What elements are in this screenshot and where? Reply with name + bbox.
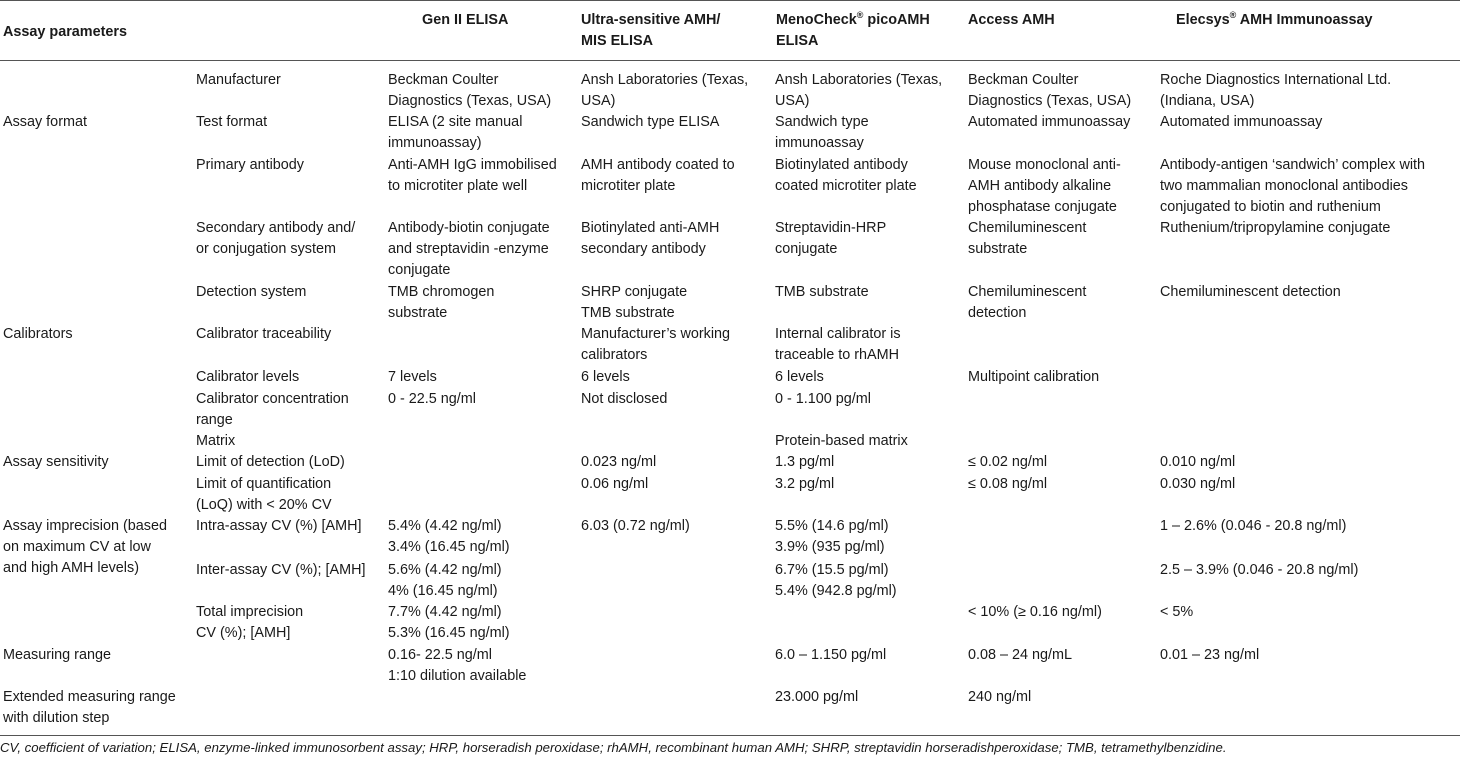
- header-gen2-elisa: Gen II ELISA: [422, 12, 509, 28]
- cell-menocheck: 3.2 pg/ml: [775, 476, 835, 492]
- cell-menocheck: 6 levels: [775, 369, 824, 385]
- cell-gen2-elisa: 7.7% (4.42 ng/ml) 5.3% (16.45 ng/ml): [388, 604, 510, 641]
- cell-ultra-sensitive: AMH antibody coated to microtiter plate: [581, 157, 735, 194]
- cell-elecsys: Antibody-antigen ‘sandwich’ complex with two mammalian monoclonal antibodies conjugated to biotin and ruthenium: [1160, 157, 1426, 215]
- cell-elecsys: 1 – 2.6% (0.046 - 20.8 ng/ml): [1160, 518, 1347, 534]
- cell-elecsys: 0.01 – 23 ng/ml: [1160, 647, 1260, 663]
- cell-group: Assay imprecision (based on maximum CV at low and high AMH levels): [3, 518, 167, 576]
- cell-gen2-elisa: Anti-AMH IgG immobilised to microtiter plate well: [388, 157, 557, 194]
- table-footnote: CV, coefficient of variation; ELISA, enzyme-linked immunosorbent assay; HRP, horseradish peroxidase; rhAMH, recombinant human AMH; SHRP, streptavidin horseradishperoxidase; TMB, tetramethylbenzidine.: [0, 740, 1227, 755]
- cell-elecsys: 2.5 – 3.9% (0.046 - 20.8 ng/ml): [1160, 562, 1359, 578]
- cell-elecsys: Chemiluminescent detection: [1160, 284, 1341, 300]
- cell-menocheck: 1.3 pg/ml: [775, 454, 835, 470]
- cell-gen2-elisa: TMB chromogen substrate: [388, 284, 495, 321]
- cell-access-amh: 0.08 – 24 ng/mL: [968, 647, 1073, 663]
- menocheck-rest: picoAMH ELISA: [776, 12, 930, 49]
- cell-parameter: Detection system: [196, 284, 307, 300]
- cell-menocheck: Protein-based matrix: [775, 433, 908, 449]
- cell-parameter: Limit of quantification (LoQ) with < 20% CV: [196, 476, 332, 513]
- cell-menocheck: Internal calibrator is traceable to rhAMH: [775, 326, 901, 363]
- cell-elecsys: 0.030 ng/ml: [1160, 476, 1236, 492]
- cell-group: Assay format: [3, 114, 87, 130]
- cell-ultra-sensitive: 0.023 ng/ml: [581, 454, 657, 470]
- cell-gen2-elisa: Beckman Coulter Diagnostics (Texas, USA): [388, 72, 552, 109]
- cell-access-amh: Automated immunoassay: [968, 114, 1131, 130]
- cell-menocheck: 23.000 pg/ml: [775, 689, 859, 705]
- cell-gen2-elisa: 7 levels: [388, 369, 437, 385]
- cell-parameter: Calibrator concentration range: [196, 391, 349, 428]
- cell-group: Measuring range: [3, 647, 111, 663]
- registered-mark: ®: [856, 10, 864, 20]
- cell-access-amh: 240 ng/ml: [968, 689, 1032, 705]
- header-access-amh: Access AMH: [968, 12, 1055, 28]
- cell-menocheck: 0 - 1.100 pg/ml: [775, 391, 871, 407]
- cell-parameter: Limit of detection (LoD): [196, 454, 345, 470]
- cell-parameter: Matrix: [196, 433, 236, 449]
- cell-ultra-sensitive: Biotinylated anti-AMH secondary antibody: [581, 220, 720, 257]
- cell-ultra-sensitive: Manufacturer’s working calibrators: [581, 326, 731, 363]
- bottom-rule: [0, 735, 1460, 736]
- cell-parameter: Manufacturer: [196, 72, 281, 88]
- elecsys-name: Elecsys: [1176, 12, 1230, 28]
- cell-parameter: Primary antibody: [196, 157, 304, 173]
- cell-menocheck: Biotinylated antibody coated microtiter plate: [775, 157, 917, 194]
- cell-parameter: Test format: [196, 114, 268, 130]
- cell-access-amh: Multipoint calibration: [968, 369, 1100, 385]
- cell-ultra-sensitive: Sandwich type ELISA: [581, 114, 720, 130]
- cell-parameter: Calibrator traceability: [196, 326, 332, 342]
- cell-access-amh: Chemiluminescent substrate: [968, 220, 1087, 257]
- header-assay-parameters: Assay parameters: [3, 24, 127, 40]
- cell-gen2-elisa: ELISA (2 site manual immunoassay): [388, 114, 523, 151]
- cell-ultra-sensitive: 0.06 ng/ml: [581, 476, 649, 492]
- cell-gen2-elisa: Antibody-biotin conjugate and streptavidin -enzyme conjugate: [388, 220, 550, 278]
- header-rule: [0, 60, 1460, 61]
- cell-group: Extended measuring range with dilution step: [3, 689, 176, 726]
- cell-access-amh: ≤ 0.08 ng/ml: [968, 476, 1048, 492]
- cell-elecsys: Roche Diagnostics International Ltd. (Indiana, USA): [1160, 72, 1392, 109]
- cell-parameter: Calibrator levels: [196, 369, 300, 385]
- cell-parameter: Secondary antibody and/ or conjugation system: [196, 220, 356, 257]
- cell-access-amh: < 10% (≥ 0.16 ng/ml): [968, 604, 1102, 620]
- cell-access-amh: ≤ 0.02 ng/ml: [968, 454, 1048, 470]
- cell-elecsys: 0.010 ng/ml: [1160, 454, 1236, 470]
- cell-elecsys: Automated immunoassay: [1160, 114, 1323, 130]
- cell-gen2-elisa: 0 - 22.5 ng/ml: [388, 391, 476, 407]
- elecsys-rest: AMH Immunoassay: [1236, 12, 1373, 28]
- header-elecsys-amh: [1176, 10, 1372, 31]
- cell-menocheck: TMB substrate: [775, 284, 869, 300]
- cell-access-amh: Chemiluminescent detection: [968, 284, 1087, 321]
- cell-gen2-elisa: 0.16- 22.5 ng/ml 1:10 dilution available: [388, 647, 527, 684]
- header-ultra-sensitive-amh: Ultra-sensitive AMH/ MIS ELISA: [581, 12, 721, 49]
- cell-parameter: Inter-assay CV (%); [AMH]: [196, 562, 366, 578]
- cell-menocheck: 5.5% (14.6 pg/ml) 3.9% (935 pg/ml): [775, 518, 889, 555]
- cell-menocheck: Sandwich type immunoassay: [775, 114, 869, 151]
- cell-ultra-sensitive: SHRP conjugate TMB substrate: [581, 284, 688, 321]
- cell-ultra-sensitive: 6.03 (0.72 ng/ml): [581, 518, 690, 534]
- cell-menocheck: 6.7% (15.5 pg/ml) 5.4% (942.8 pg/ml): [775, 562, 897, 599]
- cell-gen2-elisa: 5.4% (4.42 ng/ml) 3.4% (16.45 ng/ml): [388, 518, 510, 555]
- top-rule: [0, 0, 1460, 1]
- cell-ultra-sensitive: Ansh Laboratories (Texas, USA): [581, 72, 749, 109]
- cell-elecsys: Ruthenium/tripropylamine conjugate: [1160, 220, 1391, 236]
- cell-parameter: Intra-assay CV (%) [AMH]: [196, 518, 362, 534]
- cell-access-amh: Mouse monoclonal anti- AMH antibody alkaline phosphatase conjugate: [968, 157, 1121, 215]
- cell-gen2-elisa: 5.6% (4.42 ng/ml) 4% (16.45 ng/ml): [388, 562, 502, 599]
- header-menocheck-picoamh: [776, 10, 930, 52]
- cell-menocheck: Streptavidin-HRP conjugate: [775, 220, 887, 257]
- registered-mark: ®: [1229, 10, 1237, 20]
- menocheck-name: MenoCheck: [776, 12, 857, 28]
- cell-menocheck: Ansh Laboratories (Texas, USA): [775, 72, 943, 109]
- cell-elecsys: < 5%: [1160, 604, 1194, 620]
- cell-parameter: Total imprecision CV (%); [AMH]: [196, 604, 304, 641]
- cell-menocheck: 6.0 – 1.150 pg/ml: [775, 647, 887, 663]
- cell-access-amh: Beckman Coulter Diagnostics (Texas, USA): [968, 72, 1132, 109]
- cell-ultra-sensitive: 6 levels: [581, 369, 630, 385]
- cell-group: Calibrators: [3, 326, 73, 342]
- cell-group: Assay sensitivity: [3, 454, 109, 470]
- cell-ultra-sensitive: Not disclosed: [581, 391, 668, 407]
